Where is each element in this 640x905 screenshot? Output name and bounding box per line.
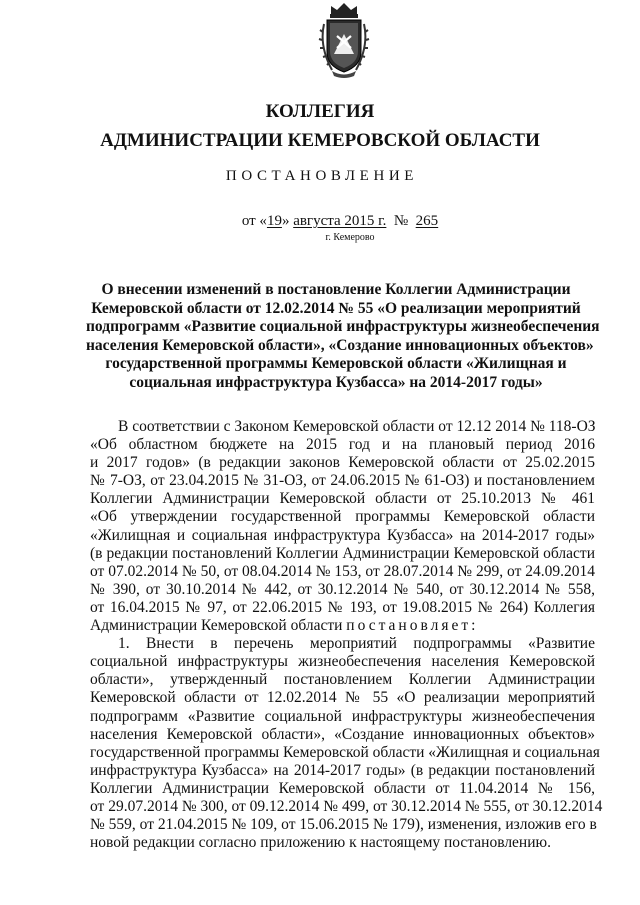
body-line: от 07.02.2014 № 50, от 08.04.2014 № 153, от 28.07.2014 № 299, от 24.09.2014 [90, 562, 595, 580]
date-day: 19 [266, 213, 282, 229]
body-line: 1. Внести в перечень мероприятий подпрограммы «Развитие [118, 635, 595, 653]
document-type: ПОСТАНОВЛЕНИЕ [225, 168, 419, 184]
body-line: № 390, от 30.10.2014 № 442, от 30.12.2014 № 540, от 30.12.2014 № 558, [90, 580, 595, 598]
document-body [90, 418, 603, 852]
date-number-line [20, 213, 640, 230]
number-sign: № [393, 213, 409, 229]
body-line: В соответствии с Законом Кемеровской области от 12.12 2014 № 118-ОЗ [118, 418, 596, 435]
subject-line: Кемеровской области от 12.02.2014 № 55 «О реализации мероприятий [91, 299, 581, 317]
date-month-year: августа 2015 г. [293, 213, 387, 229]
body-line: государственной программы Кемеровской области «Жилищная и социальная [90, 743, 600, 761]
date-mid: » [281, 213, 294, 229]
subject-line: государственной программы Кемеровской области «Жилищная и [105, 355, 567, 373]
body-line: № 559, от 21.04.2015 № 109, от 15.06.2015 № 179), изменения, изложив его в [90, 816, 597, 834]
body-line-text: Администрации Кемеровской области [90, 617, 347, 635]
subject-line: подпрограмм «Развитие социальной инфраструктуры жизнеобеспечения [86, 318, 600, 336]
page-subtitle: АДМИНИСТРАЦИИ КЕМЕРОВСКОЙ ОБЛАСТИ [100, 130, 540, 151]
body-line: социальной инфраструктуры жизнеобеспечения населения Кемеровской [90, 653, 595, 671]
body-line: от 16.04.2015 № 97, от 22.06.2015 № 193, от 19.08.2015 № 264) Коллегия [90, 598, 595, 616]
body-line: населения Кемеровской области», «Создание инновационных объектов» [90, 725, 595, 743]
body-line: «Жилищная и социальная инфраструктура Кузбасса» на 2014-2017 годы» [90, 526, 595, 544]
body-line: Коллегии Администрации Кемеровской области от 25.10.2013 № 461 [90, 490, 595, 508]
body-line: инфраструктура Кузбасса» на 2014-2017 годы» (в редакции постановлений [90, 761, 595, 779]
body-line: «Об утверждении государственной программы Кемеровской области [90, 508, 595, 526]
date-prefix: от « [241, 213, 267, 229]
body-line: подпрограмм «Развитие социальной инфраструктуры жизнеобеспечения [90, 707, 595, 725]
subject-line: социальная инфраструктура Кузбасса» на 2014-2017 годы» [129, 373, 543, 391]
document-number: 265 [415, 213, 439, 229]
body-line: (в редакции постановлений Коллегии Администрации Кемеровской области [90, 544, 595, 562]
body-line: Кемеровской области от 12.02.2014 № 55 «О реализации мероприятий [90, 689, 595, 707]
body-line: от 29.07.2014 № 300, от 09.12.2014 № 499, от 30.12.2014 № 555, от 30.12.2014 [90, 797, 603, 815]
body-line: «Об областном бюджете на 2015 год и на плановый период 2016 [90, 436, 595, 454]
body-line: № 7-ОЗ, от 23.04.2015 № 31-ОЗ, от 24.06.2015 № 61-ОЗ) и постановлением [90, 472, 595, 490]
body-line: Коллегии Администрации Кемеровской области от 11.04.2014 № 156, [90, 779, 595, 797]
kemerovo-coat-of-arms-icon [318, 2, 370, 80]
resolution-word: постановляет: [346, 617, 479, 635]
page-title: КОЛЛЕГИЯ [265, 101, 375, 122]
body-line: новой редакции согласно приложению к настоящему постановлению. [90, 834, 551, 852]
document-subject [86, 281, 600, 393]
body-line: области», утвержденный постановлением Коллегии Администрации [90, 671, 595, 689]
body-line [90, 617, 595, 635]
city-label: г. Кемерово [325, 232, 375, 243]
body-line: и 2017 годов» (в редакции законов Кемеровской области от 25.02.2015 [90, 454, 595, 472]
subject-line: населения Кемеровской области», «Создание инновационных объектов» [86, 336, 594, 354]
subject-line: О внесении изменений в постановление Коллегии Администрации [101, 281, 571, 298]
